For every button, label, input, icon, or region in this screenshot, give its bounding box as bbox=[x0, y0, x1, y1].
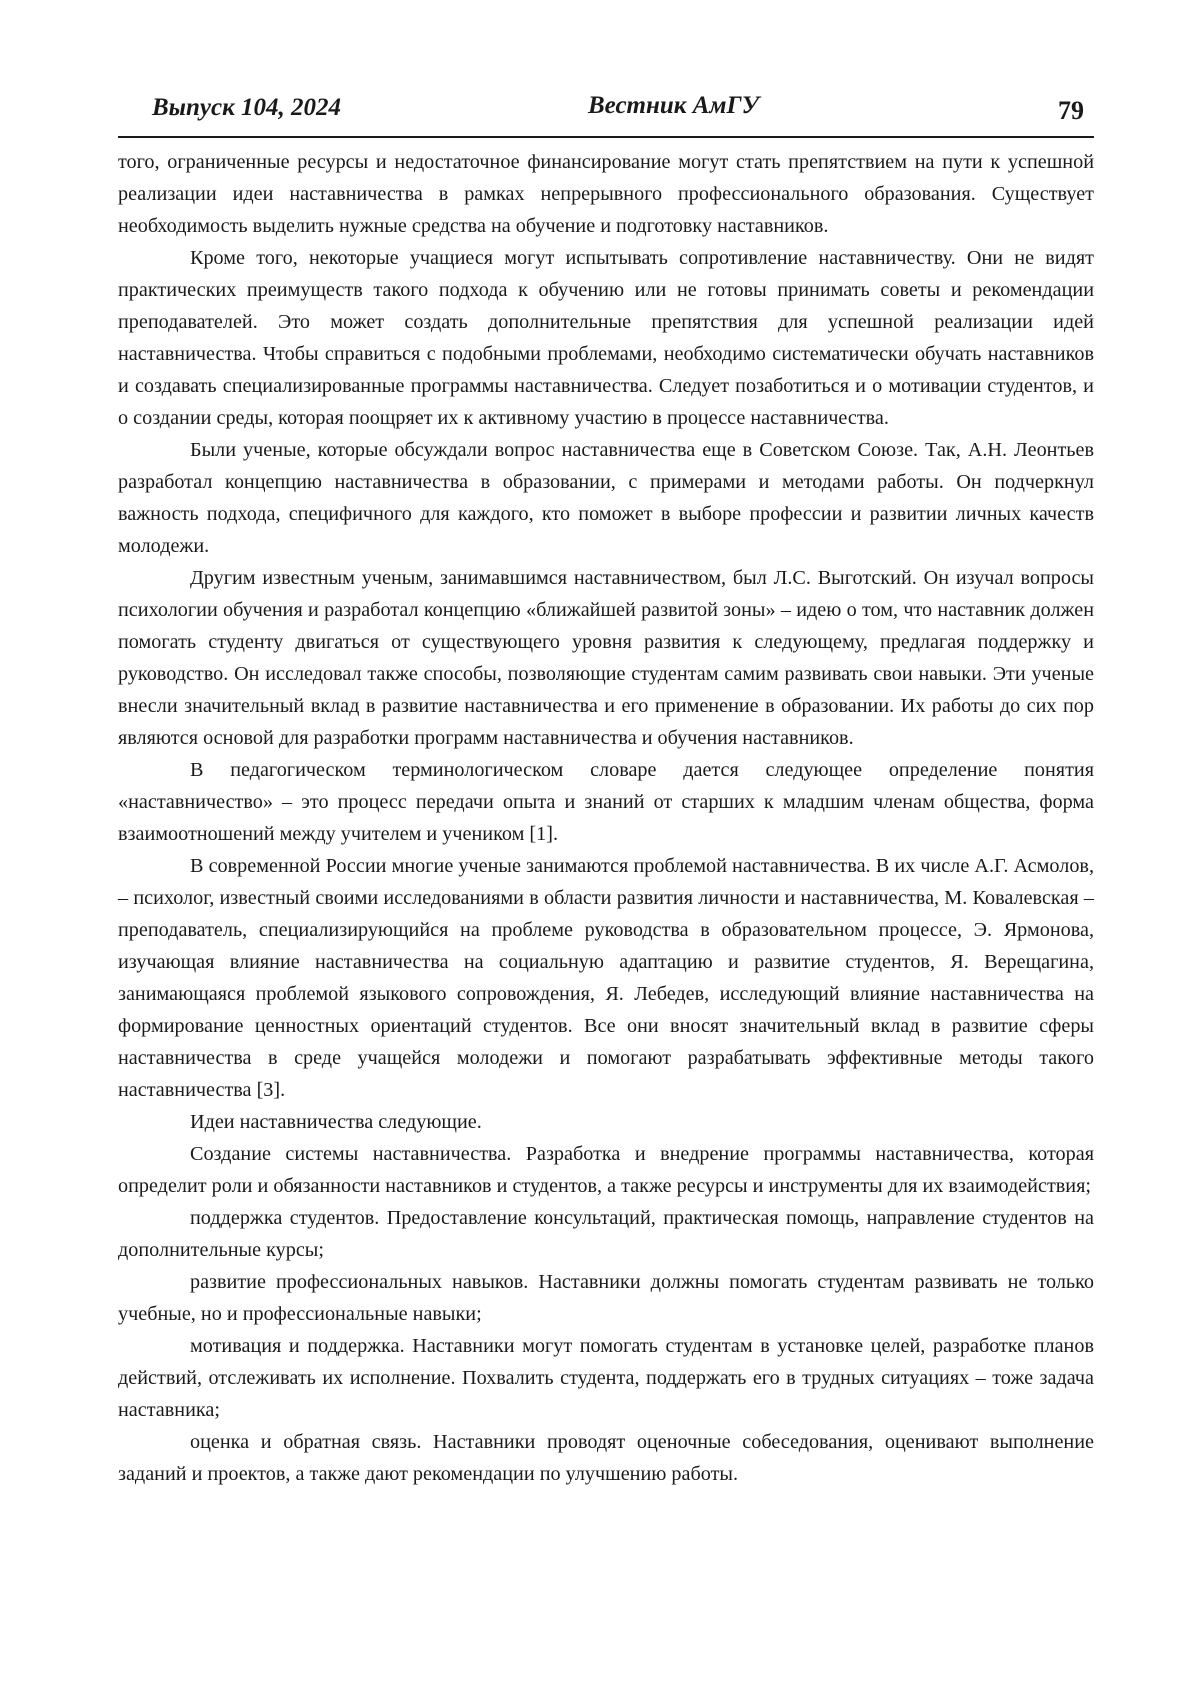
paragraph: В современной России многие ученые занимаются проблемой наставничества. В их числе А.Г. Асмолов, – психолог, известный своими исследованиями в области развития личности и наставничества, М. Ковалевская – преподаватель, специализирующийся на проблеме руководства в образовательном процессе, Э. Ярмонова, изучающая влияние наставничества на социальную адаптацию и развитие студентов, Я. Верещагина, занимающаяся проблемой языкового сопровождения, Я. Лебедев, исследующий влияние наставничества на формирование ценностных ориентаций студентов. Все они вносят значительный вклад в развитие сферы наставничества в среде учащейся молодежи и помогают разрабатывать эффективные методы такого наставничества [3]. bbox=[118, 855, 1094, 1101]
paragraph: Идеи наставничества следующие. bbox=[190, 1111, 482, 1133]
list-item: оценка и обратная связь. Наставники проводят оценочные собеседования, оценивают выполнение заданий и проектов, а также дают рекомендации по улучшению работы. bbox=[118, 1431, 1094, 1485]
list-item: мотивация и поддержка. Наставники могут помогать студентам в установке целей, разработке планов действий, отслеживать их исполнение. Похвалить студента, поддержать его в трудных ситуациях – тоже задача наставника; bbox=[118, 1335, 1094, 1421]
journal-page bbox=[118, 88, 1094, 1490]
running-header bbox=[118, 88, 1094, 138]
page-number: 79 bbox=[1058, 96, 1084, 125]
paragraph: Другим известным ученым, занимавшимся наставничеством, был Л.С. Выготский. Он изучал вопросы психологии обучения и разработал концепцию «ближайшей развитой зоны» – идею о том, что наставник должен помогать студенту двигаться от существующего уровня развития к следующему, предлагая поддержку и руководство. Он исследовал также способы, позволяющие студентам самим развивать свои навыки. Эти ученые внесли значительный вклад в развитие наставничества и его применение в образовании. Их работы до сих пор являются основой для разработки программ наставничества и обучения наставников. bbox=[118, 567, 1094, 749]
list-item: развитие профессиональных навыков. Наставники должны помогать студентам развивать не только учебные, но и профессиональные навыки; bbox=[118, 1271, 1094, 1325]
paragraph: Были ученые, которые обсуждали вопрос наставничества еще в Советском Союзе. Так, А.Н. Леонтьев разработал концепцию наставничества в образовании, с примерами и методами работы. Он подчеркнул важность подхода, специфичного для каждого, кто поможет в выборе профессии и развитии личных качеств молодежи. bbox=[118, 439, 1094, 557]
issue-label: Выпуск 104, 2024 bbox=[152, 94, 342, 121]
paragraph: В педагогическом терминологическом словаре дается следующее определение понятия «наставничество» – это процесс передачи опыта и знаний от старших к младшим членам общества, форма взаимоотношений между учителем и учеником [1]. bbox=[118, 759, 1094, 845]
paragraph: Кроме того, некоторые учащиеся могут испытывать сопротивление наставничеству. Они не видят практических преимуществ такого подхода к обучению или не готовы принимать советы и рекомендации преподавателей. Это может создать дополнительные препятствия для успешной реализации идей наставничества. Чтобы справиться с подобными проблемами, необходимо систематически обучать наставников и создавать специализированные программы наставничества. Следует позаботиться и о мотивации студентов, и о создании среды, которая поощряет их к активному участию в процессе наставничества. bbox=[118, 247, 1094, 429]
journal-title: Вестник АмГУ bbox=[588, 92, 759, 119]
article-body bbox=[118, 146, 1094, 1490]
paragraph: Создание системы наставничества. Разработка и внедрение программы наставничества, которая определит роли и обязанности наставников и студентов, а также ресурсы и инструменты для их взаимодействия; bbox=[118, 1143, 1094, 1197]
paragraph: того, ограниченные ресурсы и недостаточное финансирование могут стать препятствием на пути к успешной реализации идеи наставничества в рамках непрерывного профессионального образования. Существует необходимость выделить нужные средства на обучение и подготовку наставников. bbox=[118, 151, 1094, 237]
list-item: поддержка студентов. Предоставление консультаций, практическая помощь, направление студентов на дополнительные курсы; bbox=[118, 1207, 1094, 1261]
